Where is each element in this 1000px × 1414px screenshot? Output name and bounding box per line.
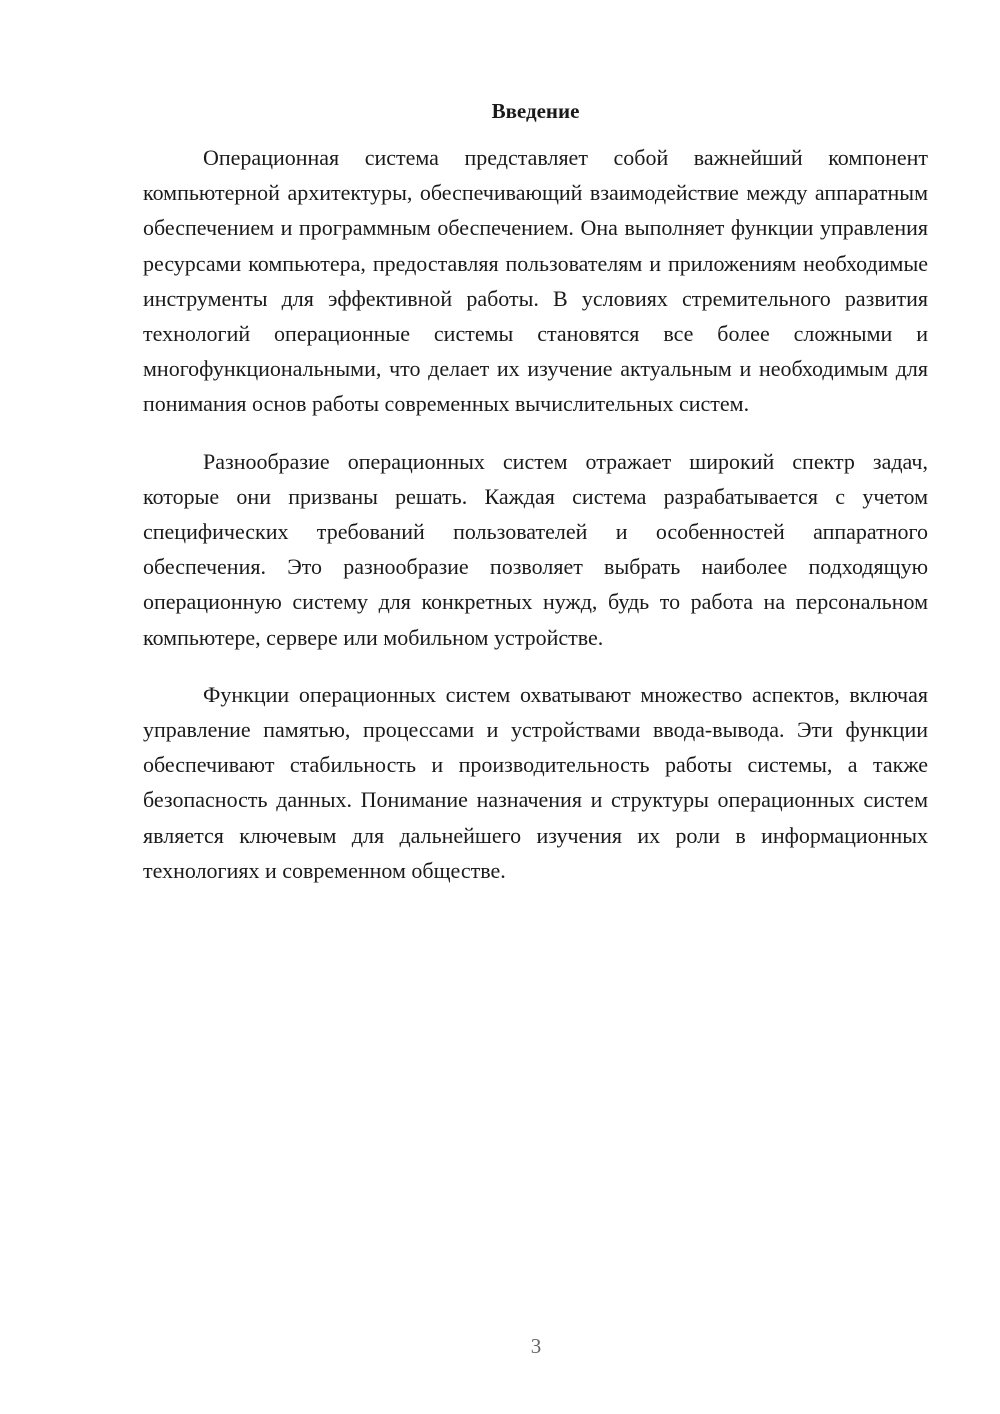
document-body xyxy=(143,96,928,888)
page-number: 3 xyxy=(530,1334,542,1358)
paragraph-3: Функции операционных систем охватывают множество аспектов, включая управление памятью, процессами и устройствами ввода-вывода. Эти функции обеспечивают стабильность и производительность работы системы, а также безопасность данных. Понимание назначения и структуры операционных систем является ключевым для дальнейшего изучения их роли в информационных технологиях и современном обществе. xyxy=(143,681,928,883)
paragraph-2: Разнообразие операционных систем отражает широкий спектр задач, которые они призваны решать. Каждая система разрабатывается с учетом специфических требований пользователей и особенностей аппаратного обеспечения. Это разнообразие позволяет выбрать наиболее подходящую операционную систему для конкретных нужд, будь то работа на персональном компьютере, сервере или мобильном устройстве. xyxy=(143,448,928,650)
paragraph-1: Операционная система представляет собой важнейший компонент компьютерной архитектуры, обеспечивающий взаимодействие между аппаратным обеспечением и программным обеспечением. Она выполняет функции управления ресурсами компьютера, предоставляя пользователям и приложениям необходимые инструменты для эффективной работы. В условиях стремительного развития технологий операционные системы становятся все более сложными и многофункциональными, что делает их изучение актуальным и необходимым для понимания основ работы современных вычислительных систем. xyxy=(143,145,928,417)
section-title: Введение xyxy=(491,99,580,123)
